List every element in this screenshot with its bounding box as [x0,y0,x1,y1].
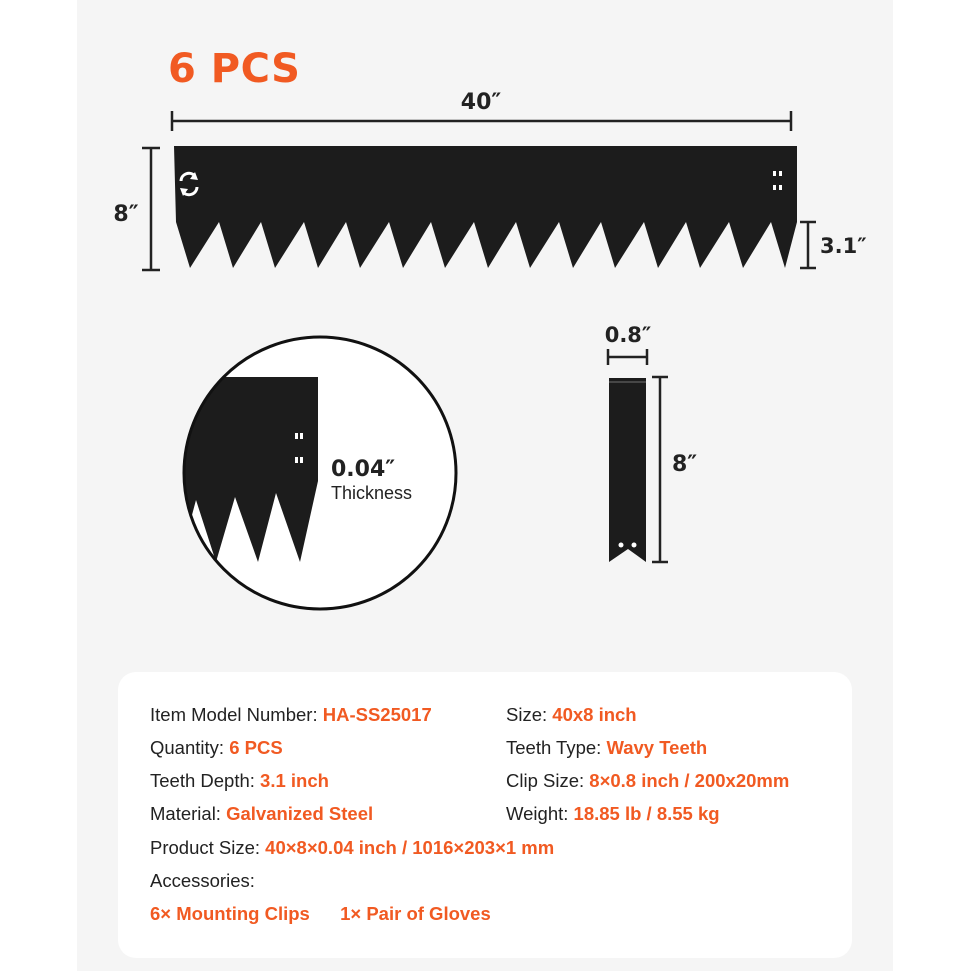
spec-model-value: HA-SS25017 [322,704,432,725]
spec-material-value: Galvanized Steel [226,803,374,824]
spec-material [150,803,373,825]
mounting-clip [609,378,646,562]
length-label: 40″ [460,90,502,115]
thickness-value: 0.04″ [331,457,396,482]
spec-teeth-type [506,737,707,759]
spec-clip-size [506,770,789,792]
edging-strip [174,146,797,268]
spec-teeth-depth-value: 3.1 inch [260,770,329,791]
spec-teeth-depth [150,770,329,792]
spec-size-value: 40x8 inch [552,704,637,725]
spec-product-size-value: 40×8×0.04 inch / 1016×203×1 mm [265,837,555,858]
spec-quantity-label: Quantity: [150,737,225,758]
quantity-headline: 6 PCS [168,46,301,92]
spec-product-size [150,837,554,859]
spec-clip-size-label: Clip Size: [506,770,585,791]
teeth-depth-dimension [800,222,816,268]
accessories-list [150,903,491,925]
spec-material-label: Material: [150,803,221,824]
spec-weight [506,803,720,825]
teeth-depth-label: 3.1″ [820,234,867,258]
spec-quantity [150,737,283,759]
spec-teeth-depth-label: Teeth Depth: [150,770,255,791]
thickness-label: Thickness [331,483,413,503]
accessory-item: 1× Pair of Gloves [340,903,491,924]
clip-width-dimension [608,349,647,365]
spec-product-size-label: Product Size: [150,837,261,858]
spec-accessories-label: Accessories: [150,870,255,891]
spec-accessories [150,870,255,892]
height-label: 8″ [113,202,139,227]
spec-size-label: Size: [506,704,548,725]
spec-clip-size-value: 8×0.8 inch / 200x20mm [589,770,790,791]
spec-weight-label: Weight: [506,803,569,824]
spec-quantity-value: 6 PCS [229,737,283,758]
spec-teeth-type-label: Teeth Type: [506,737,602,758]
height-dimension [142,148,160,270]
spec-teeth-type-value: Wavy Teeth [606,737,708,758]
clip-height-dimension [652,377,668,562]
spec-model [150,704,432,726]
clip-width-label: 0.8″ [604,323,652,347]
clip-height-label: 8″ [672,452,698,477]
spec-weight-value: 18.85 lb / 8.55 kg [573,803,720,824]
spec-model-label: Item Model Number: [150,704,318,725]
accessory-item: 6× Mounting Clips [150,903,310,924]
spec-size [506,704,637,726]
